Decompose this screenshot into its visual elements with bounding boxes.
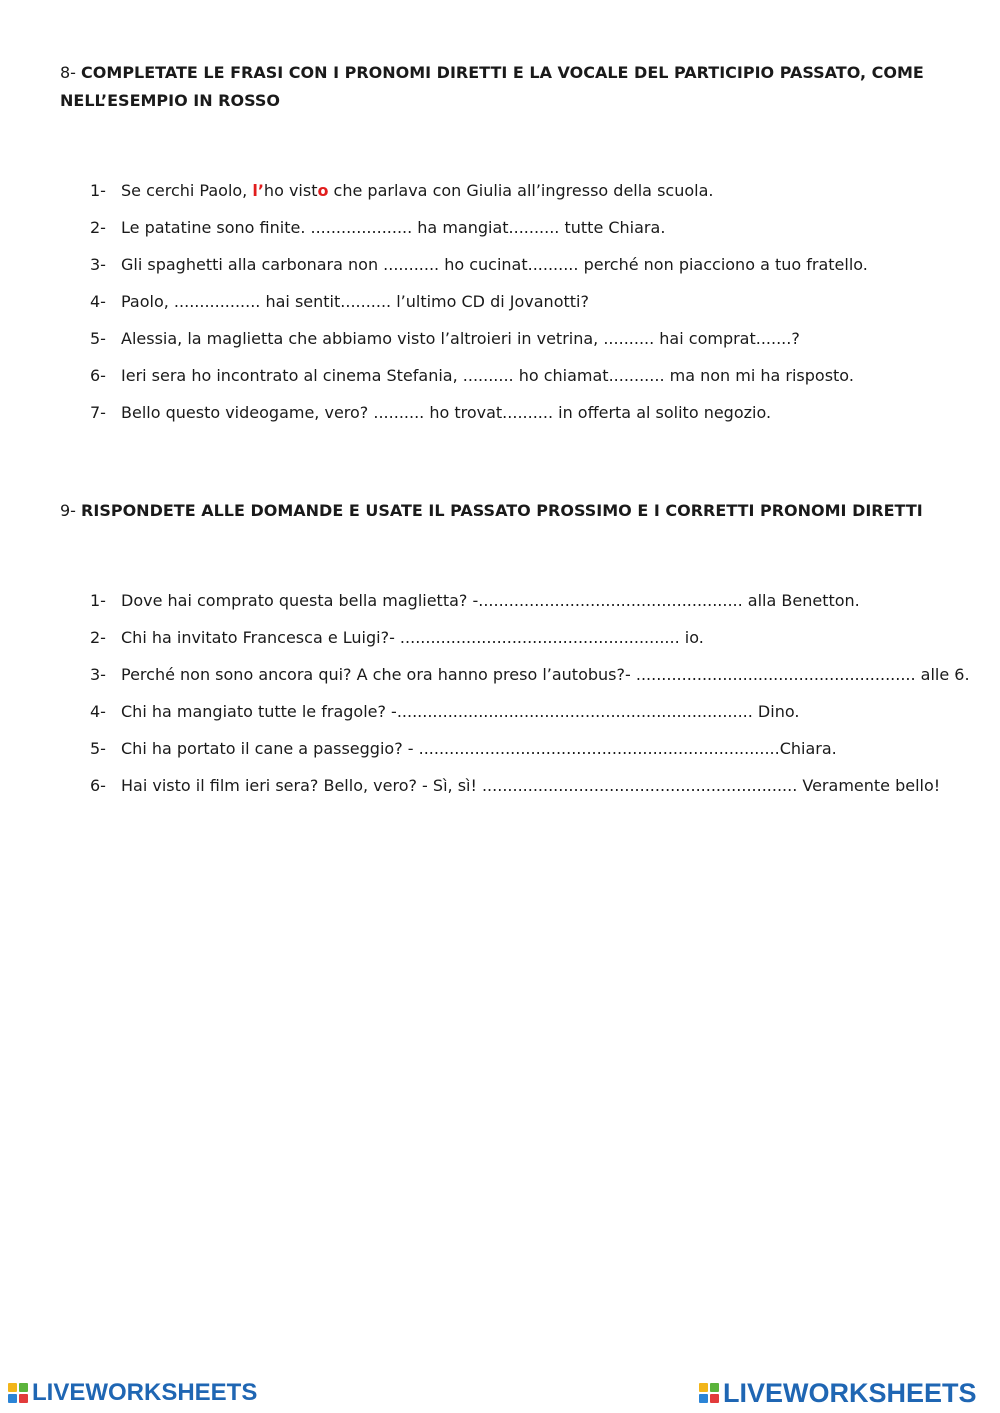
item-sentence[interactable]: Chi ha invitato Francesca e Luigi?- ....................................................... io.	[121, 628, 704, 647]
example-text-3: che parlava con Giulia all’ingresso della scuola.	[328, 181, 714, 200]
exercise-8-title: COMPLETATE LE FRASI CON I PRONOMI DIRETTI E LA VOCALE DEL PARTICIPIO PASSATO, COME NELL’ESEMPIO IN ROSSO	[60, 63, 924, 110]
logo-square	[699, 1383, 708, 1392]
logo-square	[8, 1394, 17, 1403]
item-number: 1-	[90, 591, 106, 610]
item-number: 7-	[90, 403, 106, 422]
logo-square	[710, 1383, 719, 1392]
brand-name: LIVEWORKSHEETS	[723, 1377, 977, 1408]
item-sentence[interactable]: Bello questo videogame, vero? .......... ho trovat.......... in offerta al solito negozio.	[121, 403, 772, 422]
item-number: 5-	[90, 739, 106, 758]
logo-square	[19, 1383, 28, 1392]
list-item[interactable]	[90, 664, 970, 701]
logo-squares-icon	[699, 1383, 719, 1403]
logo-square	[699, 1394, 708, 1403]
list-item[interactable]	[90, 365, 950, 402]
example-answer-pronoun: l’	[252, 181, 264, 200]
list-item[interactable]	[90, 402, 950, 439]
item-sentence[interactable]: Hai visto il film ieri sera? Bello, vero? - Sì, sì! .............................................................. Veramente bello!	[121, 776, 941, 795]
brand-name: LIVEWORKSHEETS	[32, 1379, 258, 1406]
example-text-2: ho vist	[263, 181, 318, 200]
exercise-8-list	[90, 180, 950, 439]
exercise-9-number: 9-	[60, 501, 76, 520]
logo-squares-icon	[8, 1383, 28, 1403]
list-item[interactable]	[90, 291, 950, 328]
list-item[interactable]	[90, 590, 950, 627]
item-sentence[interactable]: Perché non sono ancora qui? A che ora hanno preso l’autobus?- ....................................................... alle 6.	[121, 665, 970, 684]
list-item[interactable]	[90, 328, 950, 365]
item-sentence[interactable]: Dove hai comprato questa bella maglietta? -.................................................... alla Benetton.	[121, 591, 860, 610]
item-number: 4-	[90, 702, 106, 721]
example-answer-vowel: o	[317, 181, 329, 200]
item-number: 6-	[90, 776, 106, 795]
item-number: 6-	[90, 366, 106, 385]
list-item[interactable]	[90, 701, 950, 738]
item-number: 4-	[90, 292, 106, 311]
exercise-9-list	[90, 590, 970, 812]
logo-square	[8, 1383, 17, 1392]
item-sentence[interactable]: Alessia, la maglietta che abbiamo visto l’altroieri in vetrina, .......... hai comprat.......?	[121, 329, 800, 348]
item-sentence[interactable]: Chi ha mangiato tutte le fragole? -...................................................................... Dino.	[121, 702, 800, 721]
item-sentence[interactable]: Le patatine sono finite. .................... ha mangiat.......... tutte Chiara.	[121, 218, 666, 237]
list-item-example	[90, 180, 950, 217]
exercise-8-heading	[60, 59, 940, 115]
example-sentence	[121, 180, 713, 202]
item-number: 5-	[90, 329, 106, 348]
list-item[interactable]	[90, 217, 950, 254]
item-number: 2-	[90, 628, 106, 647]
list-item[interactable]	[90, 254, 950, 291]
liveworksheets-logo-left[interactable]	[8, 1376, 257, 1410]
exercise-8-number: 8-	[60, 63, 76, 82]
logo-square	[19, 1394, 28, 1403]
logo-square	[710, 1394, 719, 1403]
example-text-1: Se cerchi Paolo,	[121, 181, 253, 200]
item-number: 2-	[90, 218, 106, 237]
liveworksheets-logo-right[interactable]	[699, 1376, 977, 1410]
item-number: 3-	[90, 665, 106, 684]
exercise-9-heading	[60, 497, 940, 525]
item-sentence[interactable]: Ieri sera ho incontrato al cinema Stefania, .......... ho chiamat........... ma non mi ha risposto.	[121, 366, 854, 385]
item-number: 1-	[90, 181, 106, 200]
item-sentence[interactable]: Chi ha portato il cane a passeggio? - .......................................................................Chiara.	[121, 739, 837, 758]
exercise-9-title: RISPONDETE ALLE DOMANDE E USATE IL PASSATO PROSSIMO E I CORRETTI PRONOMI DIRETTI	[81, 501, 923, 520]
item-sentence[interactable]: Gli spaghetti alla carbonara non ........... ho cucinat.......... perché non piacciono a tuo fratello.	[121, 255, 868, 274]
list-item[interactable]	[90, 775, 950, 812]
list-item[interactable]	[90, 738, 950, 775]
item-sentence[interactable]: Paolo, ................. hai sentit.......... l’ultimo CD di Jovanotti?	[121, 292, 589, 311]
item-number: 3-	[90, 255, 106, 274]
list-item[interactable]	[90, 627, 950, 664]
